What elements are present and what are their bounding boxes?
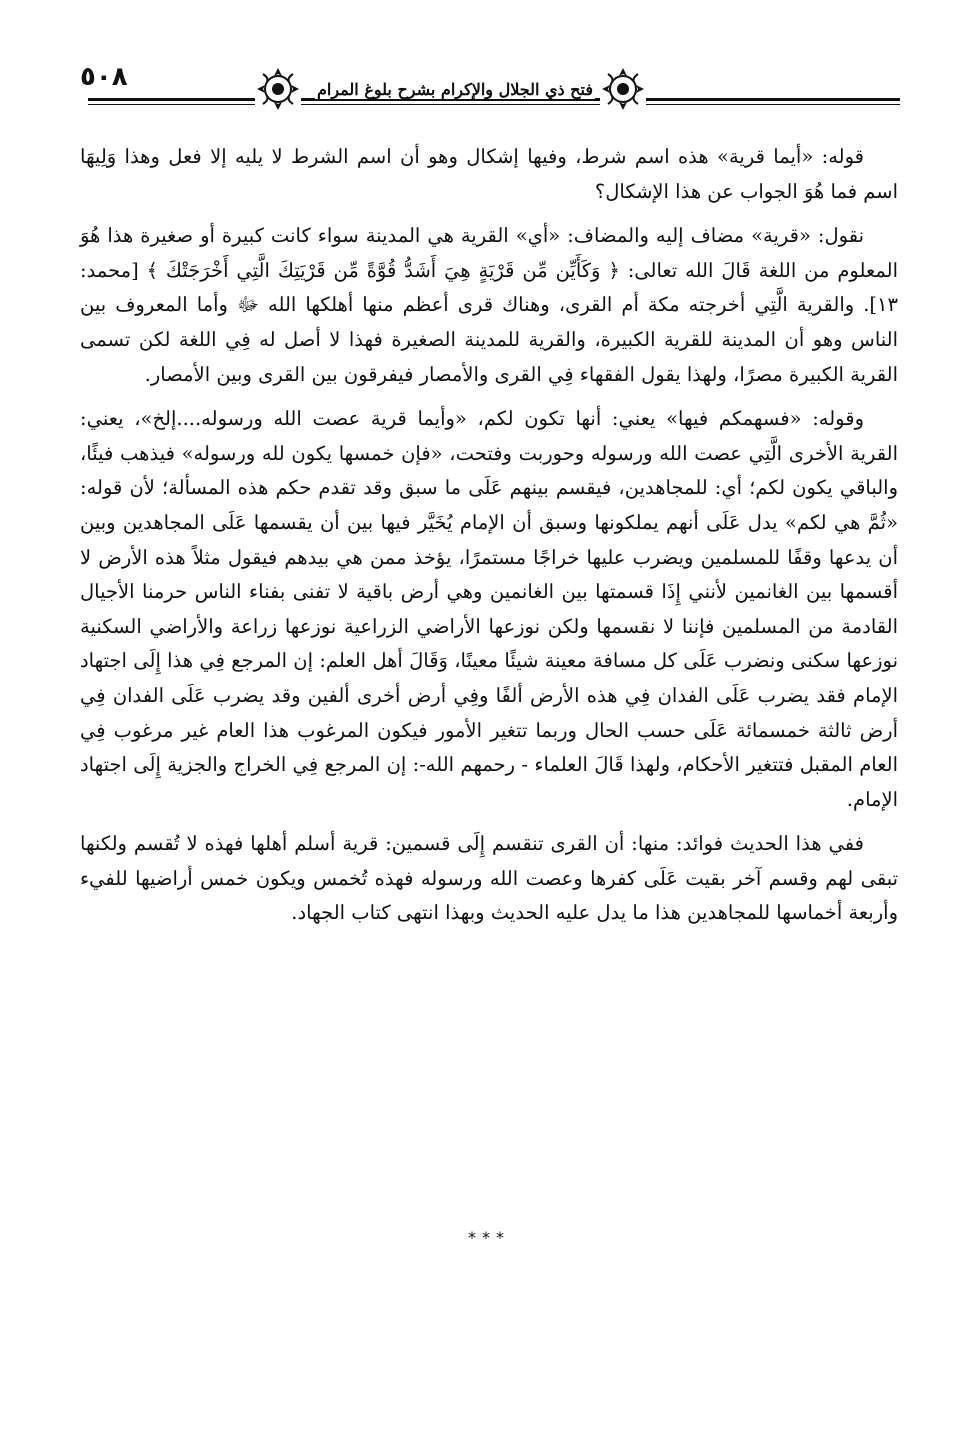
page-header xyxy=(80,60,900,130)
page-number: ٥٠٨ xyxy=(80,62,128,92)
paragraph: نقول: «قرية» مضاف إليه والمضاف: «أي» القرية هي المدينة سواء كانت كبيرة أو صغيرة هذا هُوَ المعلوم من اللغة قَالَ الله تعالى: ﴿ وَكَأَيِّن مِّن قَرْيَةٍ هِيَ أَشَدُّ قُوَّةً مِّن قَرْيَتِكَ الَّتِي أَخْرَجَتْكَ ﴾ [محمد: ١٣]. والقرية الَّتِي أخرجته مكة أم القرى، وهناك قرى أعظم منها أهلكها الله ﷻ وأما المعروف بين الناس وهو أن المدينة للقرية الكبيرة، والقرية للمدينة الصغيرة فهذا لا أصل له فِي اللغة لكن تسمى القرية الكبيرة مصرًا، ولهذا يقول الفقهاء فِي القرى والأمصار فيفرقون بين القرى وبين الأمصار. xyxy=(80,224,898,386)
paragraph: ففي هذا الحديث فوائد: منها: أن القرى تنقسم إِلَى قسمين: قرية أسلم أهلها فهذه لا تُقسم ولكنها تبقى لهم وقسم آخر بقيت عَلَى كفرها وعصت الله ورسوله فهذه تُخمس ويكون خمس أراضيها للفيء وأربعة أخماسها للمجاهدين هذا ما يدل عليه الحديث وبهذا انتهى كتاب الجهاد. xyxy=(80,832,898,925)
paragraph: وقوله: «فسهمكم فيها» يعني: أنها تكون لكم، «وأيما قرية عصت الله ورسوله....إلخ»، يعني: القرية الأخرى الَّتِي عصت الله ورسوله وحوربت وفتحت، «فإن خمسها يكون لله ورسوله» فيذهب فيئًا، والباقي يكون لكم؛ أي: للمجاهدين، فيقسم بينهم عَلَى ما سبق وقد تقدم حكم هذه المسألة؛ لأن قوله: «ثُمَّ هي لكم» يدل عَلَى أنهم يملكونها وسبق أن الإمام يُخَيَّر فيها بين أن يقسمها عَلَى المجاهدين وبين أن يدعها وقفًا للمسلمين ويضرب عليها خراجًا مستمرًا، يؤخذ ممن هي بيدهم فيقول مثلاً هذه الأرض لا أقسمها بين الغانمين لأنني إِذَا قسمتها بين الغانمين وهي أرض باقية لا تفنى بفناء الناس حرمنا الأجيال القادمة من المسلمين فإننا لا نقسمها ولكن نوزعها الأراضي الزراعية نوزعها زراعة والأراضي السكنية نوزعها سكنى ونضرب عَلَى كل مسافة معينة شيئًا معينًا، وَقَالَ أهل العلم: إن المرجع فِي هذا إِلَى اجتهاد الإمام فقد يضرب عَلَى الفدان فِي هذه الأرض ألفًا وفِي أرض أخرى ألفين وقد يضرب عَلَى الفدان فِي أرض ثالثة خمسمائة عَلَى حسب الحال وربما تتغير الأمور فيكون المرغوب هذا العام غير مرغوب فِي العام المقبل فتتغير الأحكام، ولهذا قَالَ العلماء - رحمهم الله-: إن المرجع فِي الخراج والجزية إِلَى اجتهاد الإمام. xyxy=(80,407,898,811)
ornament-icon xyxy=(255,66,301,112)
ornament-icon xyxy=(600,66,646,112)
section-separator: *** xyxy=(468,1228,510,1247)
running-title: فتح ذي الجلال والإكرام بشرح بلوغ المرام xyxy=(315,80,595,99)
header-rule-thin xyxy=(88,104,900,105)
paragraph: قوله: «أيما قرية» هذه اسم شرط، وفيها إشكال وهو أن اسم الشرط لا يليه إلا فعل وهذا وَلِيهَا اسم فما هُوَ الجواب عن هذا الإشكال؟ xyxy=(80,145,898,203)
page-body xyxy=(80,140,898,939)
